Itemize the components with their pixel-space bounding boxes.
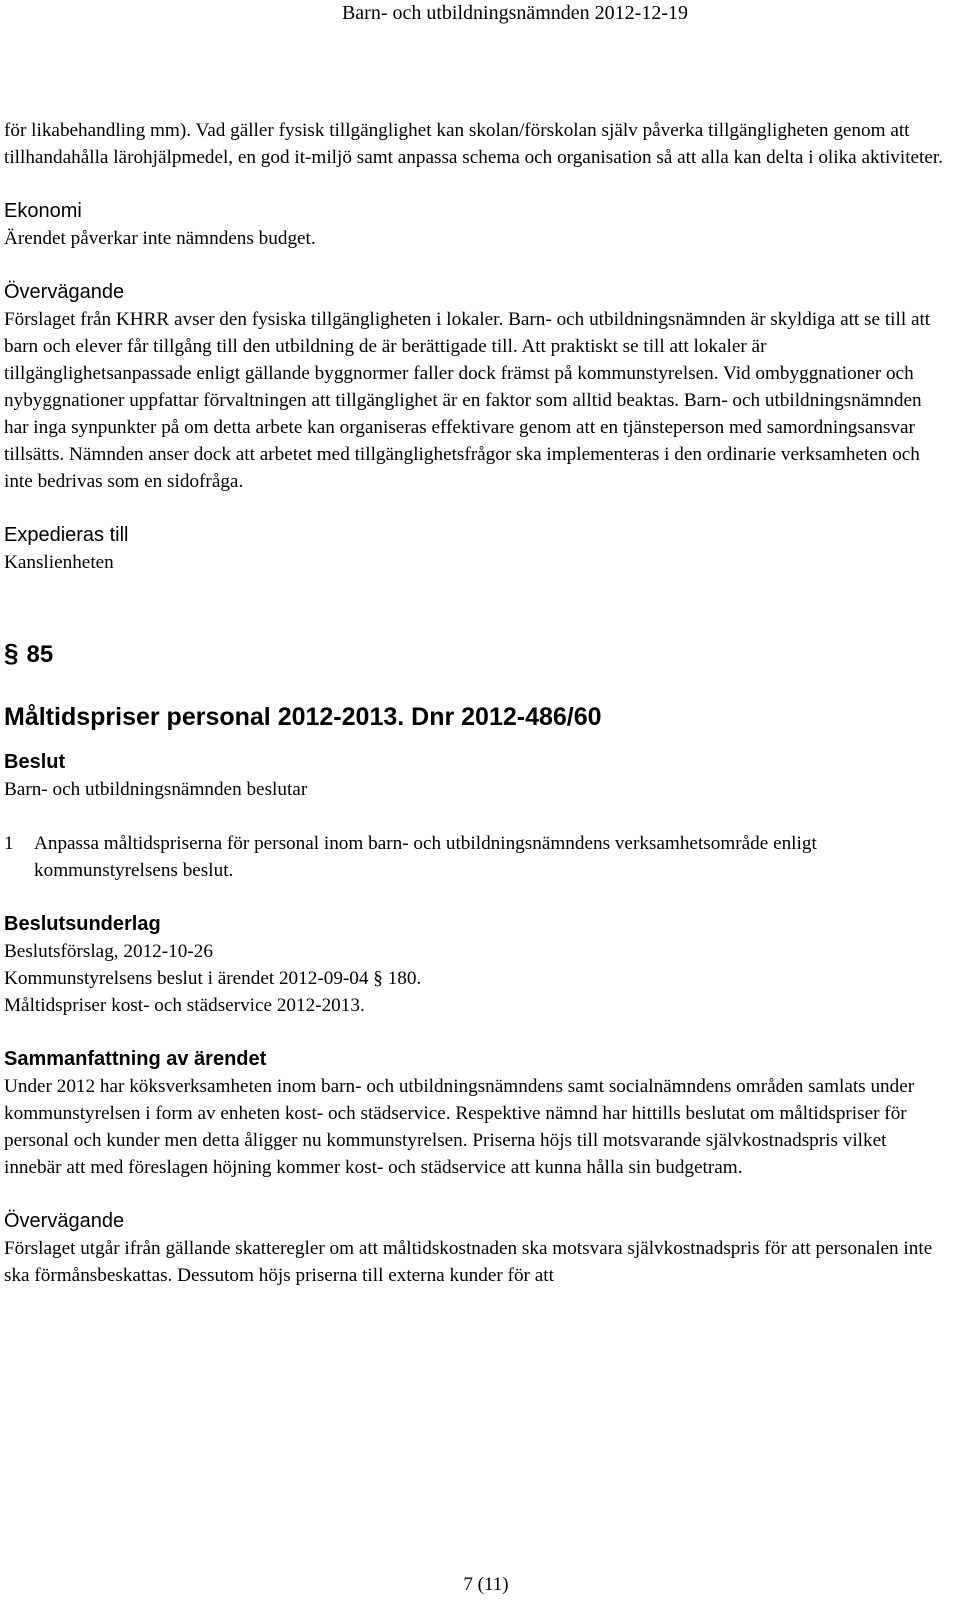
header-title: Barn- och utbildningsnämnden 2012-12-19 xyxy=(341,2,688,24)
section-number xyxy=(4,638,944,670)
overvagande-2-heading: Övervägande xyxy=(4,1210,125,1232)
beslut-text: Barn- och utbildningsnämnden beslutar xyxy=(4,779,308,800)
list-item-text: Anpassa måltidspriserna för personal inom barn- och utbildningsnämndens verksamhetsområde enligt kommunstyrelsens beslut. xyxy=(34,833,817,881)
document-body xyxy=(4,117,944,1289)
list-item-number: 1 xyxy=(4,833,14,854)
ekonomi-heading: Ekonomi xyxy=(4,200,82,222)
section-title: Måltidspriser personal 2012-2013. Dnr 2012-486/60 xyxy=(4,703,602,731)
list-item xyxy=(4,830,944,884)
expedieras-text: Kanslienheten xyxy=(4,552,114,573)
beslutsunderlag-line-2 xyxy=(4,965,944,992)
section-number-value: 85 xyxy=(26,641,54,668)
page-header xyxy=(0,0,960,25)
beslutsunderlag-line-1: Beslutsförslag, 2012-10-26 xyxy=(4,941,213,962)
beslutsunderlag-line-2-text: Kommunstyrelsens beslut i ärendet 2012-09-04 xyxy=(4,968,369,989)
beslutsunderlag-line-3: Måltidspriser kost- och städservice 2012-2013. xyxy=(4,995,365,1016)
paragraph-sign: § xyxy=(4,638,19,668)
expedieras-heading: Expedieras till xyxy=(4,524,129,546)
overvagande-text: Förslaget från KHRR avser den fysiska tillgängligheten i lokaler. Barn- och utbildningsnämnden är skyldiga att se till att barn och elever får tillgång till den utbildning de är berättigade till. Att praktiskt se till att lokaler är tillgänglighetsanpassade enligt gällande byggnormer faller dock främst på kommunstyrelsen. Vid ombyggnationer och nybyggnationer uppfattar förvaltningen att tillgänglighet är en faktor som alltid beaktas. Barn- och utbildningsnämnden har inga synpunkter på om detta arbete kan organiseras effektivare genom att en tjänsteperson med samordningsansvar tillsätts. Nämnden anser dock att arbetet med tillgänglighetsfrågor ska implementeras i den ordinarie verksamheten och inte bedrivas som en sidofråga. xyxy=(4,309,931,492)
beslutsunderlag-line-2-number: 180. xyxy=(387,968,422,989)
sammanfattning-text: Under 2012 har köksverksamheten inom barn- och utbildningsnämndens samt socialnämndens områden samlats under kommunstyrelsen i form av enheten kost- och städservice. Respektive nämnd har hittills beslutat om måltidspriser för personal och kunder men detta åligger nu kommunstyrelsen. Priserna höjs till motsvarande självkostnadspris vilket innebär att med föreslagen höjning kommer kost- och städservice att kunna hålla sin budgetram. xyxy=(4,1076,915,1178)
beslut-heading: Beslut xyxy=(4,751,66,773)
page-footer xyxy=(0,1574,960,1596)
page-number: 7 (11) xyxy=(463,1574,509,1595)
sammanfattning-heading: Sammanfattning av ärendet xyxy=(4,1048,267,1070)
intro-paragraph: för likabehandling mm). Vad gäller fysisk tillgänglighet kan skolan/förskolan själv påverka tillgängligheten genom att tillhandahålla lärohjälpmedel, en god it-miljö samt anpassa schema och organisation så att alla kan delta i olika aktiviteter. xyxy=(4,120,944,168)
beslutsunderlag-heading: Beslutsunderlag xyxy=(4,913,161,935)
paragraph-sign-inline: § xyxy=(373,968,383,989)
overvagande-heading: Övervägande xyxy=(4,281,125,303)
overvagande-2-text: Förslaget utgår ifrån gällande skatteregler om att måltidskostnaden ska motsvara självkostnadspris för att personalen inte ska förmånsbeskattas. Dessutom höjs priserna till externa kunder för att xyxy=(4,1238,933,1286)
ekonomi-text: Ärendet påverkar inte nämndens budget. xyxy=(4,228,316,249)
